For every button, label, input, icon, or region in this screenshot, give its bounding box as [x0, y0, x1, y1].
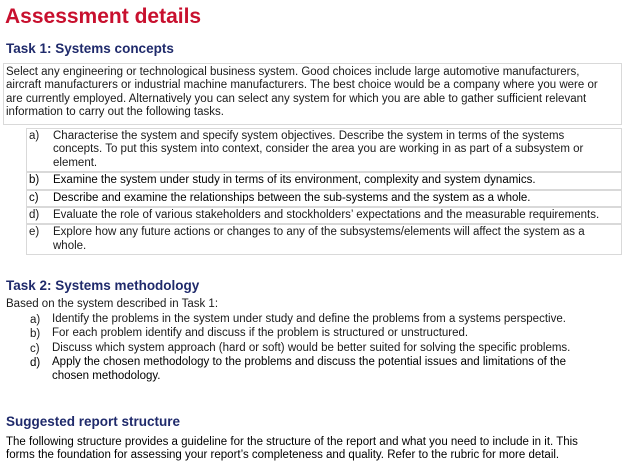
task1-item-line: Evaluate the role of various stakeholders and stockholders’ expectations and the measurable requirements. — [53, 209, 600, 222]
task1-item-line: Describe and examine the relationships between the sub-systems and the system as a whole. — [53, 191, 531, 204]
task1-item-line: Explore how any future actions or changes to any of the subsystems/elements will affect the system as a — [53, 226, 585, 239]
list-marker: b) — [30, 328, 41, 341]
task1-item-line: Examine the system under study in terms of its environment, complexity and system dynamics. — [53, 174, 536, 187]
list-marker: d) — [30, 357, 41, 370]
list-marker: e) — [29, 226, 40, 239]
task1-heading: Task 1: Systems concepts — [6, 41, 174, 56]
list-marker: d) — [29, 209, 40, 222]
task2-item-a — [28, 313, 622, 327]
task1-list — [26, 128, 622, 255]
task1-item-line: concepts. To put this system into context, consider the area you are working in as part of a subsystem or — [53, 143, 584, 156]
task1-item-d — [26, 207, 622, 224]
task1-intro-line: information to carry out the following tasks. — [6, 106, 224, 119]
task1-intro-line: are currently employed. Alternatively you can select any system for which you are able to gather sufficient relevant — [6, 92, 587, 105]
task1-item-a — [26, 128, 622, 172]
task1-item-e — [26, 224, 622, 255]
list-marker: a) — [30, 314, 41, 326]
list-marker: a) — [29, 130, 40, 142]
task2-intro: Based on the system described in Task 1: — [6, 298, 219, 310]
task1-intro-line: Select any engineering or technological business system. Good choices include large automotive manufacturers, — [6, 66, 580, 78]
list-marker: c) — [30, 342, 40, 355]
list-marker: b) — [29, 174, 40, 187]
report-heading: Suggested report structure — [6, 414, 181, 429]
task2-item-line: chosen methodology. — [52, 369, 161, 382]
task1-item-line: whole. — [53, 239, 87, 252]
task1-intro-line: aircraft manufacturers or industrial machine manufacturers. The best choice would be a company where you were or — [6, 79, 598, 92]
task2-list — [28, 313, 622, 384]
task1-item-line: Characterise the system and specify system objectives. Describe the system in terms of the systems — [53, 130, 565, 142]
task2-heading: Task 2: Systems methodology — [6, 278, 200, 293]
task2-item-d — [28, 356, 622, 384]
page-title: Assessment details — [5, 5, 202, 28]
task1-intro — [6, 66, 618, 120]
task2-item-line: Identify the problems in the system under study and define the problems from a systems perspective. — [52, 313, 566, 325]
task2-item-c — [28, 342, 622, 356]
task2-item-line: Apply the chosen methodology to the problems and discuss the potential issues and limitations of the — [52, 356, 566, 369]
report-line: The following structure provides a guideline for the structure of the report and what you need to include in it. This — [6, 436, 578, 448]
task2-item-b — [28, 327, 622, 341]
task2-item-line: Discuss which system approach (hard or soft) would be better suited for solving the specific problems. — [52, 341, 571, 354]
task1-item-line: element. — [53, 156, 98, 169]
task1-item-b — [26, 172, 622, 189]
task2-item-line: For each problem identify and discuss if the problem is structured or unstructured. — [52, 327, 469, 340]
report-line: forms the foundation for assessing your report’s completeness and quality. Refer to the rubric for more detail. — [6, 449, 560, 462]
task1-item-c — [26, 190, 622, 207]
report-paragraph — [6, 436, 618, 463]
list-marker: c) — [29, 191, 39, 204]
